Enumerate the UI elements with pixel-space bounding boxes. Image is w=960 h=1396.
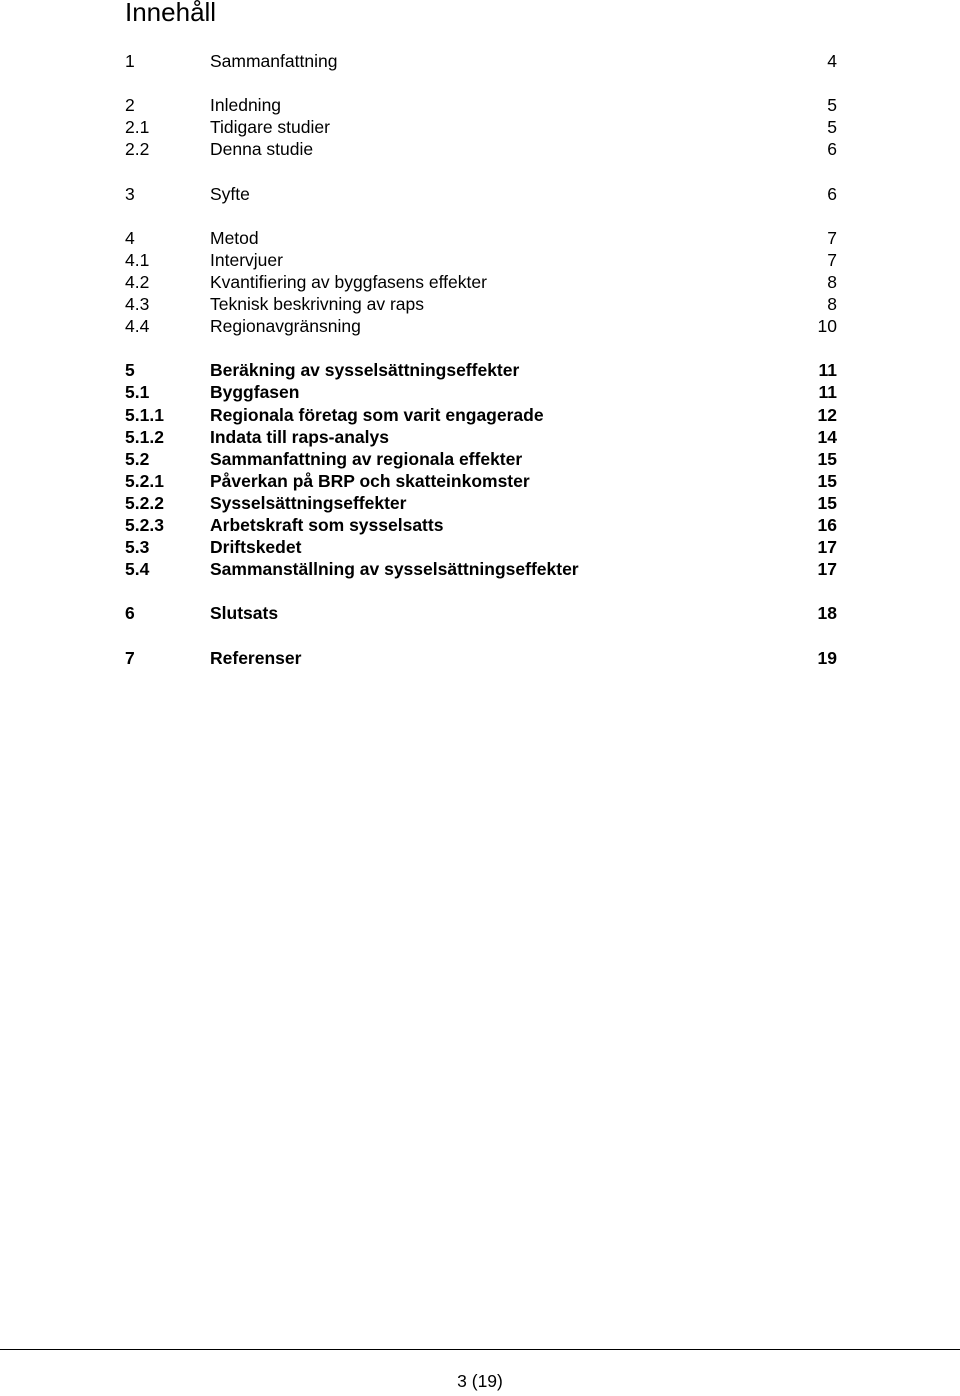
toc-entry-title: Sammanfattning (210, 51, 338, 71)
toc-entry-page: 17 (817, 559, 837, 580)
toc-entry[interactable] (125, 116, 837, 138)
toc-entry[interactable] (125, 647, 837, 669)
toc-entry-title: Regionala företag som varit engagerade (210, 404, 544, 425)
toc-entry[interactable] (125, 536, 837, 558)
toc-entry-number: 5.4 (125, 559, 150, 580)
toc-entry-title: Sammanfattning av regionala effekter (210, 448, 523, 469)
toc-entry-number: 2 (125, 95, 135, 116)
toc-entry-number: 2.2 (125, 139, 150, 160)
toc-entry-title: Referenser (210, 647, 302, 668)
toc-entry-title: Teknisk beskrivning av raps (210, 294, 424, 315)
toc-entry-page: 16 (817, 514, 837, 535)
toc-entry-page: 7 (827, 249, 837, 270)
toc-entry[interactable] (125, 470, 837, 492)
toc-entry-page: 18 (817, 603, 837, 624)
toc-entry-title: Sysselsättningseffekter (210, 492, 407, 513)
toc-entry-page: 6 (827, 139, 837, 160)
toc-entry-page: 11 (818, 382, 837, 403)
toc-entry-page: 10 (817, 316, 837, 337)
toc-entry-page: 12 (817, 404, 837, 425)
toc-entry-number: 5.2.3 (125, 514, 164, 535)
toc-entry-title: Denna studie (210, 139, 314, 160)
toc-entry-title: Beräkning av sysselsättningseffekter (210, 360, 520, 381)
toc-entry-page: 15 (817, 492, 837, 513)
toc-entry-number: 4.2 (125, 271, 150, 292)
toc-entry[interactable] (125, 404, 837, 426)
toc-entry[interactable] (125, 448, 837, 470)
toc-entry[interactable] (125, 50, 837, 72)
table-of-contents (125, 50, 837, 669)
toc-entry-page: 5 (827, 95, 837, 116)
toc-entry[interactable] (125, 293, 837, 315)
toc-entry-title: Regionavgränsning (210, 316, 361, 337)
toc-entry-number: 5.3 (125, 537, 150, 558)
toc-entry-number: 2.1 (125, 117, 150, 138)
toc-entry-number: 1 (125, 51, 135, 71)
toc-entry-page: 15 (817, 470, 837, 491)
toc-entry-page: 14 (817, 426, 837, 447)
toc-entry-page: 4 (827, 51, 837, 71)
toc-entry-number: 5.2 (125, 448, 150, 469)
toc-entry-number: 5 (125, 360, 135, 381)
toc-entry-title: Slutsats (210, 603, 279, 624)
toc-entry-title: Byggfasen (210, 382, 300, 403)
toc-entry-title: Kvantifiering av byggfasens effekter (210, 271, 487, 292)
toc-entry[interactable] (125, 138, 837, 160)
toc-entry-page: 17 (817, 537, 837, 558)
page-number: 3 (19) (457, 1371, 503, 1391)
toc-entry[interactable] (125, 558, 837, 580)
toc-entry[interactable] (125, 271, 837, 293)
toc-entry-title: Sammanställning av sysselsättningseffekter (210, 559, 579, 580)
toc-entry-number: 4 (125, 227, 135, 248)
toc-entry-number: 4.4 (125, 316, 150, 337)
toc-entry-title: Driftskedet (210, 537, 302, 558)
toc-entry-number: 5.2.2 (125, 492, 164, 513)
toc-entry-page: 8 (827, 294, 837, 315)
toc-entry-title: Metod (210, 227, 259, 248)
toc-entry-number: 3 (125, 183, 135, 204)
toc-entry-title: Arbetskraft som sysselsatts (210, 514, 444, 535)
toc-entry[interactable] (125, 492, 837, 514)
toc-entry-page: 5 (827, 117, 837, 138)
toc-entry-number: 5.2.1 (125, 470, 164, 491)
toc-entry-page: 11 (818, 360, 837, 381)
toc-entry[interactable] (125, 359, 837, 381)
toc-entry-page: 19 (817, 647, 837, 668)
toc-entry-number: 5.1.2 (125, 426, 164, 447)
toc-entry-title: Indata till raps-analys (210, 426, 389, 447)
toc-entry[interactable] (125, 94, 837, 116)
toc-entry[interactable] (125, 602, 837, 624)
toc-entry-page: 7 (827, 227, 837, 248)
toc-entry-page: 15 (817, 448, 837, 469)
toc-entry[interactable] (125, 227, 837, 249)
toc-entry-page: 6 (827, 183, 837, 204)
toc-entry-number: 7 (125, 647, 135, 668)
toc-entry-title: Intervjuer (210, 249, 283, 270)
toc-entry[interactable] (125, 514, 837, 536)
toc-entry-number: 4.1 (125, 249, 150, 270)
toc-entry-number: 6 (125, 603, 135, 624)
footer-divider (0, 1349, 960, 1350)
toc-entry-title: Syfte (210, 183, 250, 204)
toc-entry-title: Påverkan på BRP och skatteinkomster (210, 470, 530, 491)
toc-entry[interactable] (125, 426, 837, 448)
toc-entry-number: 5.1 (125, 382, 150, 403)
toc-entry[interactable] (125, 183, 837, 205)
toc-entry[interactable] (125, 249, 837, 271)
toc-entry-title: Tidigare studier (210, 117, 330, 138)
toc-entry-page: 8 (827, 271, 837, 292)
toc-entry-number: 5.1.1 (125, 404, 164, 425)
toc-entry-number: 4.3 (125, 294, 150, 315)
toc-entry[interactable] (125, 315, 837, 337)
toc-entry[interactable] (125, 381, 837, 403)
toc-entry-title: Inledning (210, 95, 282, 116)
page-title: Innehåll (125, 0, 217, 27)
